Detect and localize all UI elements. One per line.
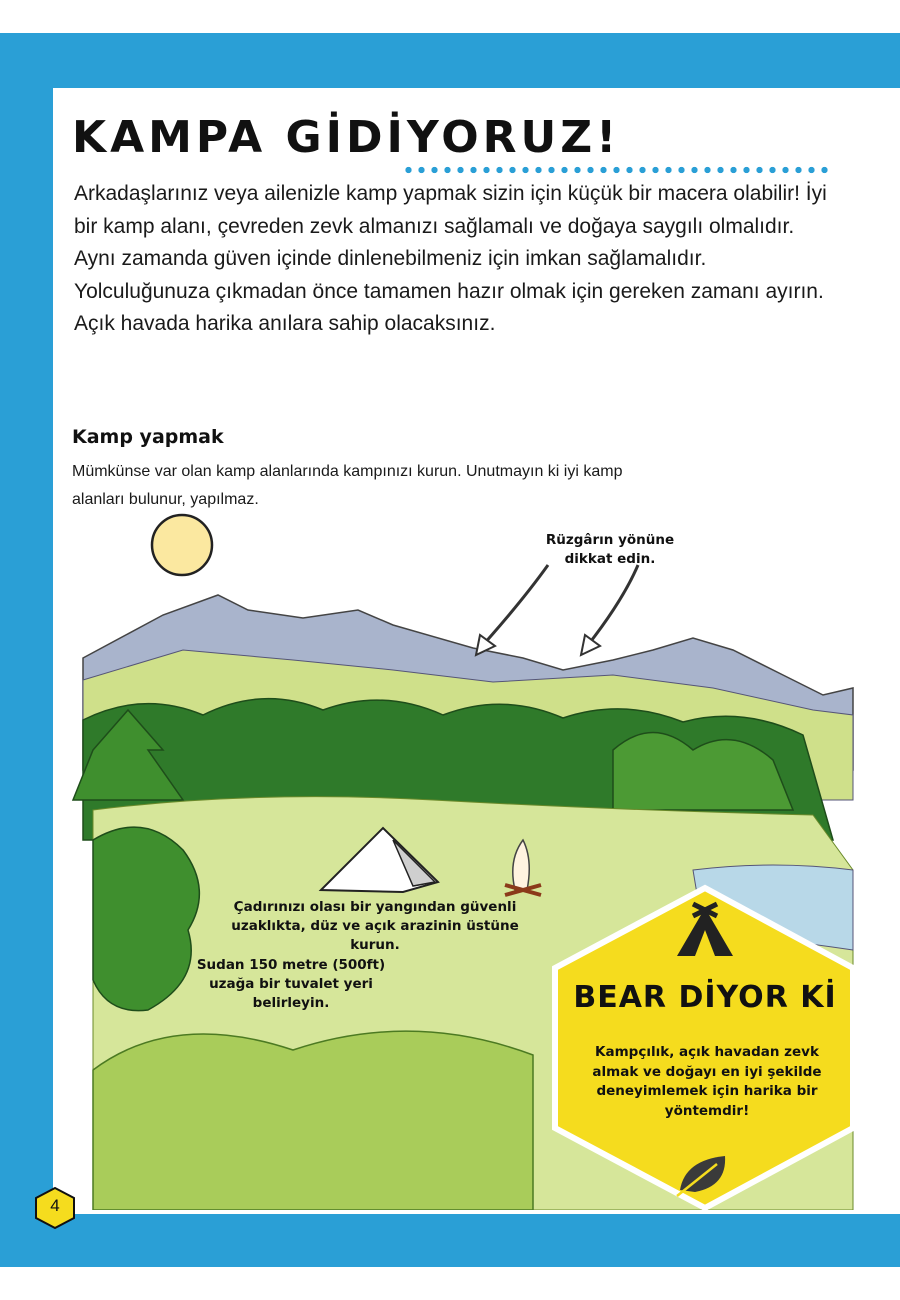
wind-arrow-left xyxy=(483,565,548,645)
wind-arrowhead-right xyxy=(581,635,600,655)
bear-title: BEAR DİYOR Kİ xyxy=(573,980,837,1015)
title-dotted-underline xyxy=(402,166,832,174)
wind-note: Rüzgârın yönüne dikkat edin. xyxy=(545,532,675,567)
toilet-note: Sudan 150 metre (500ft) uzağa bir tuvalet yeri belirleyin. xyxy=(196,957,386,1011)
tent-note: Çadırınızı olası bir yangından güvenli uzaklıkta, düz ve açık arazinin üstüne kurun. xyxy=(231,899,519,953)
section-text: Mümkünse var olan kamp alanlarında kampınızı kurun. Unutmayın ki iyi kamp alanları bulunur, yapılmaz. xyxy=(72,463,623,508)
intro-paragraph: Arkadaşlarınız veya ailenizle kamp yapmak sizin için küçük bir macera olabilir! İyi bir kamp alanı, çevreden zevk almanızı sağlamalı ve doğaya saygılı olmalıdır. Aynı zamanda güven içinde dinlenebilmeniz için imkan sağlamalıdır. Yolculuğunuza çıkmadan önce tamamen hazır olmak için gereken zamanı ayırın. Açık havada harika anılara sahip olacaksınız. xyxy=(74,182,827,335)
wind-arrow-right xyxy=(588,565,638,645)
page-number: 4 xyxy=(50,1196,60,1215)
section-heading: Kamp yapmak xyxy=(72,426,224,448)
grass-tufts xyxy=(93,1031,533,1210)
bear-text: Kampçılık, açık havadan zevk almak ve doğayı en iyi şekilde deneyimlemek için harika bir yöntemdir! xyxy=(592,1044,822,1119)
page-title: KAMPA GİDİYORUZ! xyxy=(72,112,621,163)
sun-icon xyxy=(152,515,212,575)
